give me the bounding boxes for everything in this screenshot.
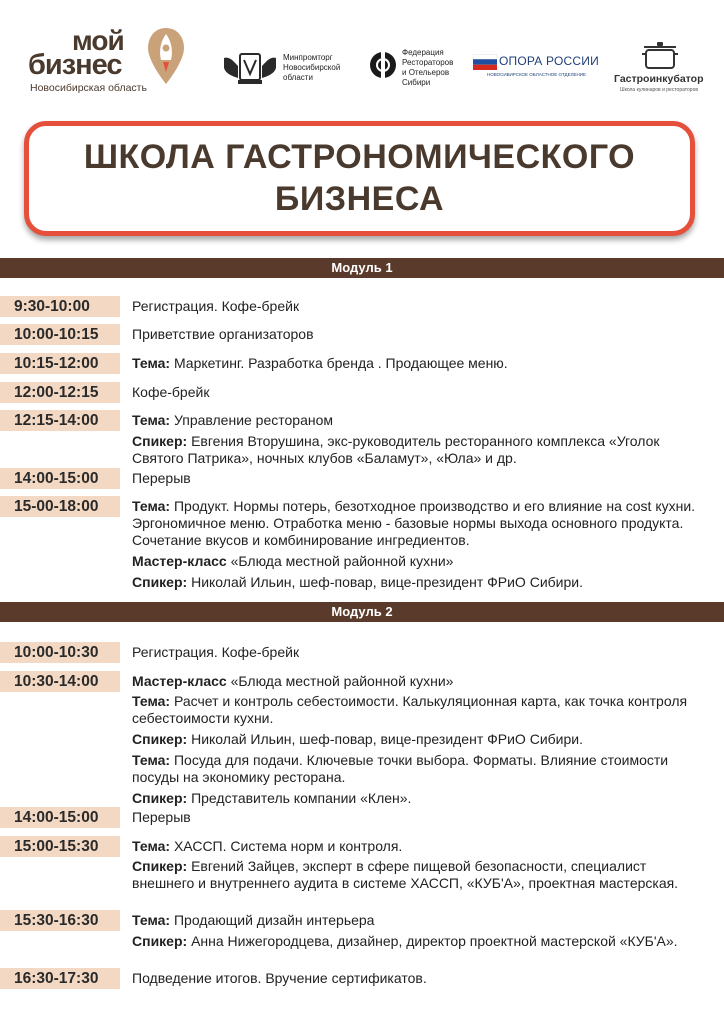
rocket-pin-icon: [146, 26, 186, 88]
line-text: Регистрация. Кофе-брейк: [132, 298, 300, 314]
time-slot: 12:15-14:00: [0, 410, 120, 431]
line-text: Перерыв: [132, 809, 191, 825]
agenda-line: [132, 498, 707, 549]
line-label: Спикер:: [132, 790, 188, 806]
time-slot: 12:00-12:15: [0, 382, 120, 403]
agenda-line: [132, 790, 707, 807]
agenda-line: [132, 912, 707, 929]
russian-flag-icon: [473, 54, 497, 70]
line-text: Анна Нижегородцева, дизайнер, директор проектной мастерской «КУБ'А».: [191, 933, 678, 949]
time-slot: 10:00-10:30: [0, 642, 120, 663]
opora-branch: НОВОСИБИРСКОЕ ОБЛАСТНОЕ ОТДЕЛЕНИЕ: [487, 72, 587, 77]
agenda-line: [132, 384, 707, 401]
time-slot: 15-00-18:00: [0, 496, 120, 517]
opora-name: ОПОРА РОССИИ: [499, 54, 599, 68]
title-box: [24, 121, 695, 236]
line-text: Продукт. Нормы потерь, безотходное производство и его влияние на cost кухни. Эргономичное меню. Отработка меню - базовые нормы выхода основного продукта. Сочетание вкусов и комбинирование ингредиентов.: [132, 498, 696, 548]
gastroinkubator-tagline: Школа кулинаров и рестораторов: [620, 87, 699, 93]
time-slot: 14:00-15:00: [0, 468, 120, 489]
moy-biznes-logo: [28, 26, 208, 96]
line-label: Спикер:: [132, 933, 188, 949]
line-label: Спикер:: [132, 433, 188, 449]
minpromtorg-text: Минпромторг Новосибирской области: [283, 53, 341, 82]
line-label: Мастер-класс: [132, 673, 227, 689]
minpromtorg-logo: [220, 48, 360, 88]
agenda-line: [132, 838, 707, 855]
line-text: Перерыв: [132, 470, 191, 486]
line-text: Маркетинг. Разработка бренда . Продающее меню.: [173, 355, 508, 371]
agenda-line: [132, 326, 707, 343]
gastroinkubator-logo: [612, 40, 712, 100]
partner-logos: [0, 0, 724, 110]
line-text: «Блюда местной районной кухни»: [230, 673, 454, 689]
moy-biznes-region: Новосибирская область: [30, 82, 147, 94]
line-label: Тема:: [132, 412, 171, 428]
time-slot: 10:30-14:00: [0, 671, 120, 692]
agenda-line: [132, 412, 707, 429]
frio-logo: [368, 46, 468, 90]
pot-icon: [640, 40, 680, 72]
moy-biznes-word1: мой: [72, 25, 124, 56]
agenda-line: [132, 644, 707, 661]
agenda-line: [132, 553, 707, 570]
line-label: Тема:: [132, 355, 171, 371]
agenda-line: [132, 970, 707, 987]
module-header: Модуль 1: [0, 258, 724, 278]
line-text: ХАССП. Система норм и контроля.: [173, 838, 403, 854]
line-text: Подведение итогов. Вручение сертификатов.: [132, 970, 427, 986]
agenda-line: [132, 809, 707, 826]
line-text: Евгений Зайцев, эксперт в сфере пищевой безопасности, специалист внешнего и внутреннего аудита в системе ХАССП, «КУБ'А», проектная мастерская.: [132, 858, 679, 891]
time-slot: 15:30-16:30: [0, 910, 120, 931]
line-label: Спикер:: [132, 574, 188, 590]
line-label: Тема:: [132, 693, 171, 709]
page-title-line2: БИЗНЕСА: [274, 180, 445, 218]
opora-logo: [473, 52, 603, 82]
line-text: «Блюда местной районной кухни»: [230, 553, 454, 569]
line-label: Тема:: [132, 838, 171, 854]
line-label: Спикер:: [132, 731, 188, 747]
agenda-line: [132, 470, 707, 487]
time-slot: 15:00-15:30: [0, 836, 120, 857]
page-title-line1: ШКОЛА ГАСТРОНОМИЧЕСКОГО: [83, 138, 636, 176]
moy-biznes-word2: бизнес: [28, 49, 122, 81]
frio-text: Федерация Рестораторов и Отельеров Сибири: [402, 48, 454, 87]
line-label: Тема:: [132, 912, 171, 928]
line-label: Тема:: [132, 498, 171, 514]
agenda-line: [132, 673, 707, 690]
coat-of-arms-icon: [220, 48, 280, 88]
time-slot: 10:15-12:00: [0, 353, 120, 374]
line-text: Кофе-брейк: [132, 384, 210, 400]
agenda-line: [132, 355, 707, 372]
time-slot: 14:00-15:00: [0, 807, 120, 828]
module-header: Модуль 2: [0, 602, 724, 622]
line-text: Николай Ильин, шеф-повар, вице-президент ФРиО Сибири.: [191, 574, 583, 590]
agenda-line: [132, 298, 707, 315]
line-text: Продающий дизайн интерьера: [173, 912, 375, 928]
agenda-line: [132, 574, 707, 591]
agenda-line: [132, 858, 707, 892]
gastroinkubator-name: Гастроинкубатор: [614, 73, 704, 85]
agenda-line: [132, 433, 707, 467]
agenda-line: [132, 933, 707, 950]
agenda-line: [132, 693, 707, 727]
line-text: Управление рестораном: [173, 412, 334, 428]
line-text: Евгения Вторушина, экс-руководитель ресторанного комплекса «Уголок Святого Патрика», ночных клубов «Баламут», «Юла» и др.: [132, 433, 660, 466]
line-text: Представитель компании «Клен».: [191, 790, 412, 806]
line-label: Спикер:: [132, 858, 188, 874]
line-label: Мастер-класс: [132, 553, 227, 569]
agenda-line: [132, 752, 707, 786]
agenda-line: [132, 731, 707, 748]
line-text: Расчет и контроль себестоимости. Калькуляционная карта, как точка контроля себестоимости кухни.: [132, 693, 688, 726]
line-text: Приветствие организаторов: [132, 326, 314, 342]
line-text: Посуда для подачи. Ключевые точки выбора. Форматы. Влияние стоимости посуды на экономику ресторана.: [132, 752, 669, 785]
time-slot: 16:30-17:30: [0, 968, 120, 989]
line-label: Тема:: [132, 752, 171, 768]
line-text: Регистрация. Кофе-брейк: [132, 644, 300, 660]
frio-emblem-icon: [368, 48, 398, 82]
time-slot: 10:00-10:15: [0, 324, 120, 345]
line-text: Николай Ильин, шеф-повар, вице-президент ФРиО Сибири.: [191, 731, 583, 747]
time-slot: 9:30-10:00: [0, 296, 120, 317]
